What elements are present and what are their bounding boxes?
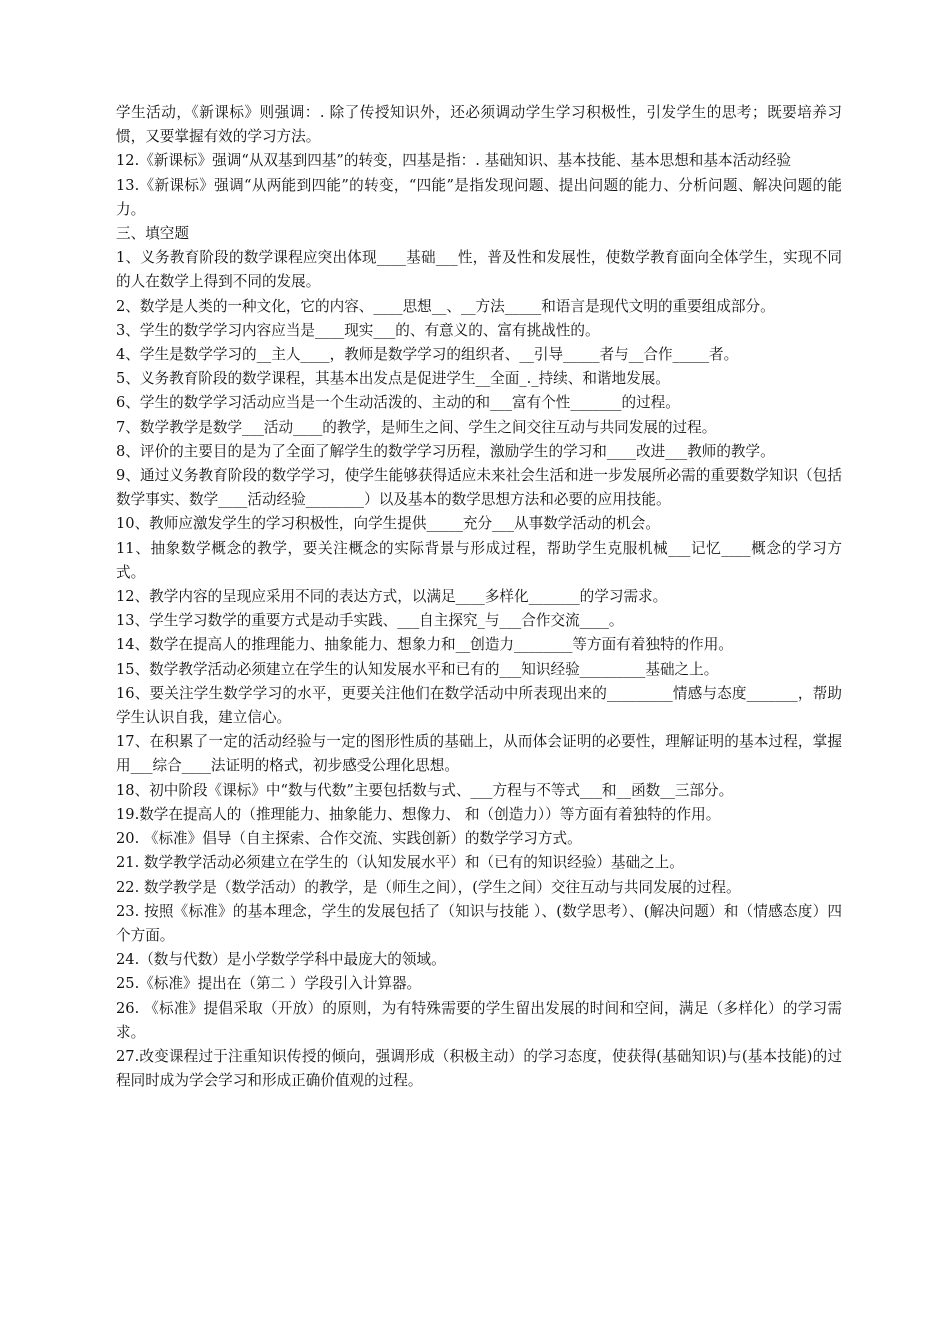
paragraph-item-13-four-abilities: 13.《新课标》强调“从两能到四能”的转变，“四能”是指发现问题、提出问题的能力、分析问题、解决问题的能力。 — [116, 176, 842, 218]
question-24: 24.（数与代数）是小学数学学科中最庞大的领域。 — [116, 951, 446, 969]
question-17: 17、在积累了一定的活动经验与一定的图形性质的基础上，从而体会证明的必要性，理解证明的基本过程，掌握用___综合____法证明的格式，初步感受公理化思想。 — [116, 733, 842, 775]
question-21: 21. 数学教学活动必须建立在学生的（认知发展水平）和（已有的知识经验）基础之上。 — [116, 854, 684, 872]
question-7: 7、数学教学是数学___活动____的教学，是师生之间、学生之间交往互动与共同发展的过程。 — [116, 418, 717, 436]
question-18: 18、初中阶段《课标》中“数与代数”主要包括数与式、___方程与不等式___和__函数__三部分。 — [116, 781, 734, 799]
question-20: 20. 《标准》倡导（自主探索、合作交流、实践创新）的数学学习方式。 — [116, 830, 582, 848]
question-9: 9、通过义务教育阶段的数学学习，使学生能够获得适应未来社会生活和进一步发展所必需的重要数学知识（包括数学事实、数学____活动经验________）以及基本的数学思想方法和必要的应用技能。 — [116, 467, 842, 509]
question-23: 23. 按照《标准》的基本理念，学生的发展包括了（知识与技能 ）、(数学思考）、(解决问题）和（情感态度）四个方面。 — [116, 902, 842, 944]
question-15: 15、数学教学活动必须建立在学生的认知发展水平和已有的___知识经验_________基础之上。 — [116, 660, 719, 678]
question-8: 8、评价的主要目的是为了全面了解学生的数学学习历程，激励学生的学习和____改进___教师的教学。 — [116, 442, 775, 460]
question-1: 1、义务教育阶段的数学课程应突出体现____基础___性，普及性和发展性，使数学教育面向全体学生，实现不同的人在数学上得到不同的发展。 — [116, 249, 842, 291]
question-12: 12、教学内容的呈现应采用不同的表达方式，以满足____多样化_______的学习需求。 — [116, 588, 668, 606]
question-10: 10、教师应激发学生的学习积极性，向学生提供_____充分___从事数学活动的机会。 — [116, 515, 660, 533]
document-page — [116, 101, 842, 1093]
question-3: 3、学生的数学学习内容应当是____现实___的、有意义的、富有挑战性的。 — [116, 321, 600, 339]
question-16: 16、要关注学生数学学习的水平，更要关注他们在数学活动中所表现出来的_________情感与态度_______，帮助学生认识自我，建立信心。 — [116, 684, 842, 727]
question-11: 11、抽象数学概念的教学，要关注概念的实际背景与形成过程，帮助学生克服机械___记忆____概念的学习方式。 — [116, 539, 842, 581]
question-13: 13、学生学习数学的重要方式是动手实践、___自主探究_与___合作交流____。 — [116, 612, 624, 630]
question-22: 22. 数学教学是（数学活动）的教学，是（师生之间），(学生之间）交往互动与共同发展的过程。 — [116, 878, 741, 896]
section-heading-fill-in-blank: 三、填空题 — [116, 225, 189, 243]
question-27: 27.改变课程过于注重知识传授的倾向，强调形成（积极主动）的学习态度，使获得(基础知识)与(基本技能)的过程同时成为学会学习和形成正确价值观的过程。 — [116, 1047, 842, 1090]
question-6: 6、学生的数学学习活动应当是一个生动活泼的、主动的和___富有个性_______的过程。 — [116, 394, 680, 412]
paragraph-item-12-four-basics: 12.《新课标》强调“从双基到四基”的转变，四基是指：. 基础知识、基本技能、基本思想和基本活动经验 — [116, 152, 791, 170]
question-4: 4、学生是数学学习的__主人____，教师是数学学习的组织者、__引导_____者与__合作_____者。 — [116, 346, 739, 364]
question-5: 5、义务教育阶段的数学课程，其基本出发点是促进学生__全面_._持续、和谐地发展。 — [116, 370, 670, 388]
question-26: 26. 《标准》提倡采取（开放）的原则，为有特殊需要的学生留出发展的时间和空间，满足（多样化）的学习需求。 — [116, 999, 842, 1041]
question-25: 25.《标准》提出在（第二 ）学段引入计算器。 — [116, 975, 422, 993]
question-14: 14、数学在提高人的推理能力、抽象能力、想象力和__创造力________等方面有着独特的作用。 — [116, 636, 733, 654]
question-19: 19.数学在提高人的（推理能力、抽象能力、想像力、 和（创造力））等方面有着独特的作用。 — [116, 805, 721, 823]
paragraph-intro-continuation: 学生活动，《新课标》则强调：. 除了传授知识外，还必须调动学生学习积极性，引发学生的思考；既要培养习惯，又要掌握有效的学习方法。 — [116, 104, 842, 146]
question-2: 2、数学是人类的一种文化，它的内容、____思想__、__方法_____和语言是现代文明的重要组成部分。 — [116, 297, 775, 315]
